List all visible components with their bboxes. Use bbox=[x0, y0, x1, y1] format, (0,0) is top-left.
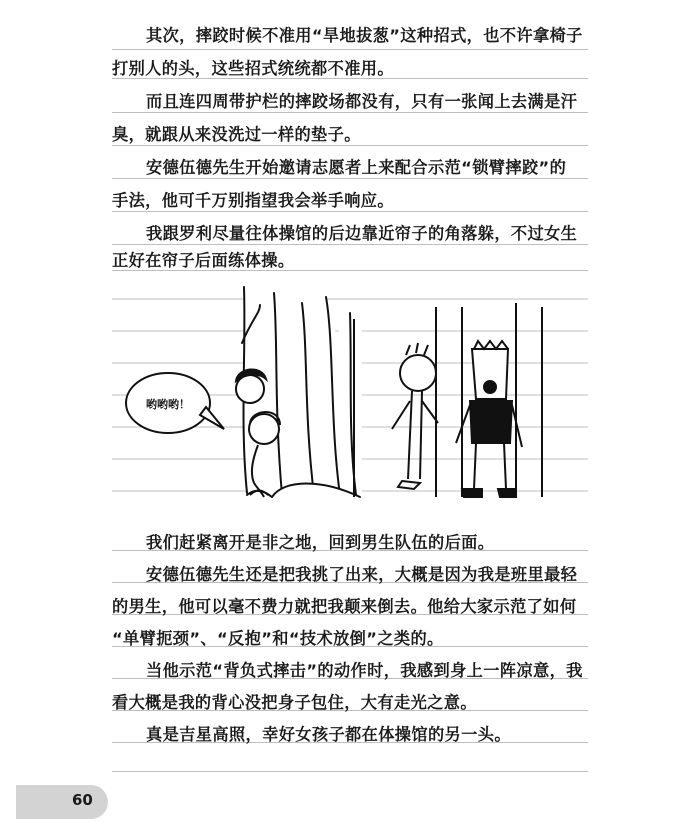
text-line: 看大概是我的背心没把身子包住，大有走光之意。 bbox=[112, 693, 477, 712]
text-line: 其次，摔跤时候不准用“旱地拔葱”这种招式，也不许拿椅子 bbox=[146, 26, 583, 45]
text-line: 手法，他可千万别指望我会举手响应。 bbox=[112, 191, 394, 210]
text-line: 而且连四周带护栏的摔跤场都没有，只有一张闻上去满是汗 bbox=[146, 92, 578, 111]
text-line: 安德伍德先生开始邀请志愿者上来配合示范“锁臂摔跤”的 bbox=[146, 158, 567, 177]
page-number-tab bbox=[16, 785, 108, 819]
page-number: 60 bbox=[72, 791, 93, 809]
text-line: “单臂扼颈”、“反抱”和“技术放倒”之类的。 bbox=[112, 629, 444, 648]
cartoon-drawing bbox=[112, 283, 588, 505]
text-line: 我跟罗利尽量往体操馆的后边靠近帘子的角落躲，不过女生 bbox=[146, 224, 578, 243]
text-line: 安德伍德先生还是把我挑了出来，大概是因为我是班里最轻 bbox=[146, 565, 578, 584]
ruled-line bbox=[112, 771, 588, 772]
text-line: 打别人的头，这些招式统统都不准用。 bbox=[112, 59, 394, 78]
gym-illustration bbox=[112, 283, 588, 505]
text-line: 当他示范“背负式摔击”的动作时，我感到身上一阵凉意，我 bbox=[146, 661, 583, 680]
speech-bubble-text: 哟哟哟！ bbox=[146, 398, 190, 411]
text-line: 臭，就跟从来没洗过一样的垫子。 bbox=[112, 125, 361, 144]
text-line: 正好在帘子后面练体操。 bbox=[112, 251, 295, 270]
text-line: 的男生，他可以毫不费力就把我颠来倒去。他给大家示范了如何 bbox=[112, 597, 577, 616]
text-line: 我们赶紧离开是非之地，回到男生队伍的后面。 bbox=[146, 533, 495, 552]
text-line: 真是吉星高照，幸好女孩子都在体操馆的另一头。 bbox=[146, 725, 511, 744]
